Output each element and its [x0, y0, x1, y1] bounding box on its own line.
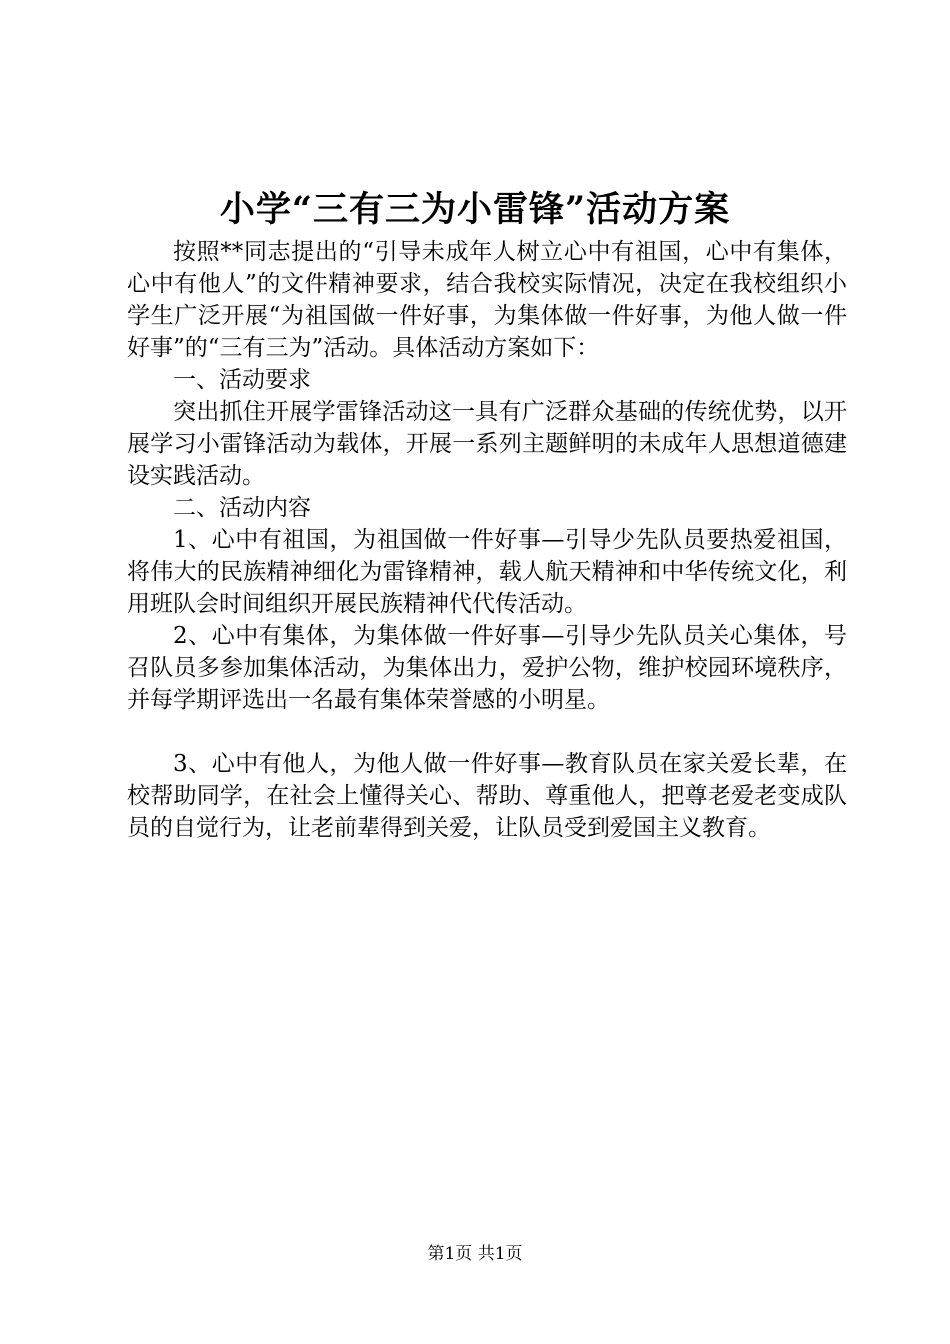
page-footer: 第1页 共1页 [427, 1244, 523, 1264]
paragraph-gap [127, 716, 847, 748]
section-heading-requirements: 一、活动要求 [173, 367, 311, 393]
document-title: 小学“三有三为小雷锋”活动方案 [219, 189, 731, 230]
section-heading-content: 二、活动内容 [173, 495, 311, 521]
content-item-3: 3、心中有他人，为他人做一件好事—教育队员在家关爱长辈，在校帮助同学，在社会上懂得关心、帮助、尊重他人，把尊老爱老变成队员的自觉行为，让老前辈得到关爱，让队员受到爱国主义教育。 [127, 751, 847, 841]
intro-paragraph: 按照**同志提出的“引导未成年人树立心中有祖国，心中有集体，心中有他人”的文件精神要求，结合我校实际情况，决定在我校组织小学生广泛开展“为祖国做一件好事，为集体做一件好事，为他人做一件好事”的“三有三为”活动。具体活动方案如下： [127, 239, 847, 361]
document-body [127, 236, 847, 844]
content-item-2: 2、心中有集体，为集体做一件好事—引导少先队员关心集体，号召队员多参加集体活动，为集体出力，爱护公物，维护校园环境秩序，并每学期评选出一名最有集体荣誉感的小明星。 [127, 623, 847, 713]
content-item-1: 1、心中有祖国，为祖国做一件好事—引导少先队员要热爱祖国，将伟大的民族精神细化为雷锋精神，载人航天精神和中华传统文化，利用班队会时间组织开展民族精神代代传活动。 [127, 527, 847, 617]
requirements-paragraph: 突出抓住开展学雷锋活动这一具有广泛群众基础的传统优势，以开展学习小雷锋活动为载体，开展一系列主题鲜明的未成年人思想道德建设实践活动。 [127, 399, 847, 489]
